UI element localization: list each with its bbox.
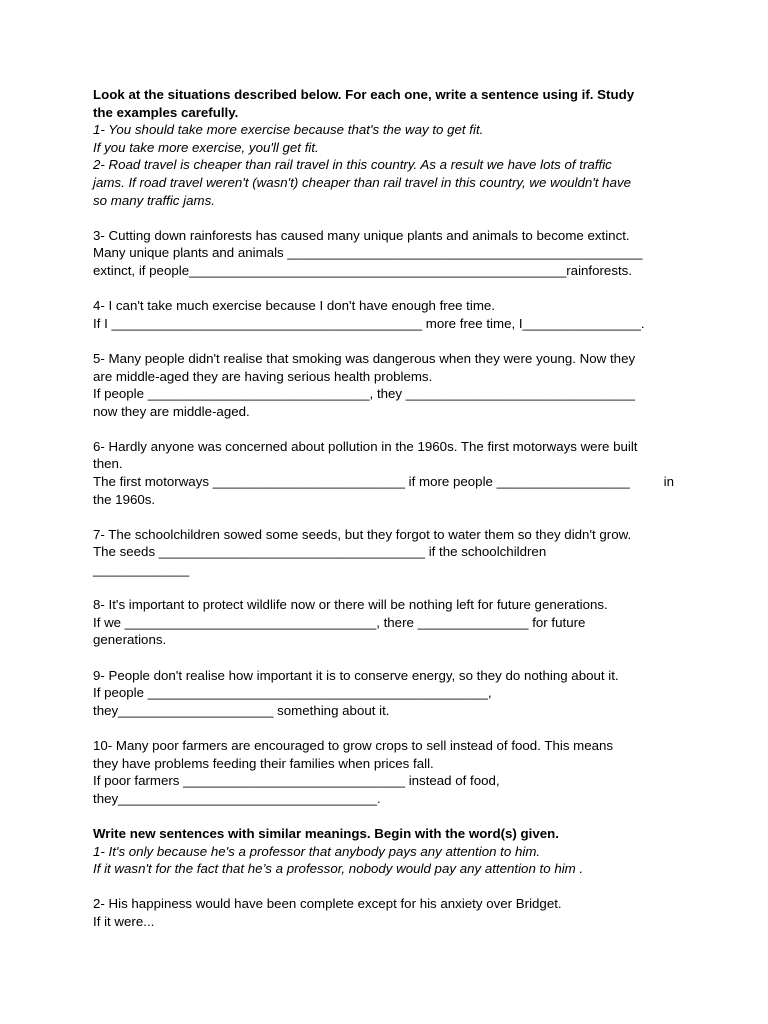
question-4 [93, 297, 693, 332]
example-1-line1: 1- You should take more exercise because that's the way to get fit. [93, 122, 484, 138]
question-5 [93, 350, 693, 420]
question-10-line2: they have problems feeding their families when prices fall. [93, 755, 434, 771]
example-2-line3: so many traffic jams. [93, 192, 215, 208]
question-9 [93, 667, 693, 720]
question-3-line1: 3- Cutting down rainforests has caused many unique plants and animals to become extinct. [93, 227, 630, 243]
question-10-line1: 10- Many poor farmers are encouraged to grow crops to sell instead of food. This means [93, 737, 614, 753]
question-7-line1: 7- The schoolchildren sowed some seeds, but they forgot to water them so they didn't grow. [93, 526, 632, 542]
question-10-line3: If poor farmers ______________________________ instead of food, [93, 773, 500, 789]
question-8-line2: If we __________________________________, there _______________ for future [93, 614, 586, 630]
example-2-line1: 2- Road travel is cheaper than rail travel in this country. As a result we have lots of traffic [93, 157, 612, 173]
question-10-line4: they___________________________________. [93, 790, 381, 806]
question-3-line3: extinct, if people___________________________________________________rainforests. [93, 262, 633, 278]
question-6-line3-end: in [663, 474, 674, 490]
question-9-line1: 9- People don't realise how important it is to conserve energy, so they do nothing about it. [93, 667, 619, 683]
question-5-line2: are middle-aged they are having serious health problems. [93, 368, 433, 384]
rewrite-question-2 [93, 895, 693, 930]
question-4-line1: 4- I can't take much exercise because I don't have enough free time. [93, 298, 495, 314]
question-8 [93, 596, 693, 649]
question-6-line3-main: The first motorways __________________________ if more people __________________ [93, 474, 630, 490]
instructions-section-1 [93, 86, 693, 209]
rewrite-question-2-line1: 2- His happiness would have been complete except for his anxiety over Bridget. [93, 896, 562, 912]
instructions-heading-line2: the examples carefully. [93, 104, 239, 120]
question-6-line4: the 1960s. [93, 491, 156, 507]
question-3 [93, 227, 693, 280]
question-7-line2: The seeds ____________________________________ if the schoolchildren [93, 544, 547, 560]
question-9-line3: they_____________________ something about it. [93, 702, 390, 718]
question-6-line1: 6- Hardly anyone was concerned about pollution in the 1960s. The first motorways were built [93, 438, 638, 454]
example-1-line2: If you take more exercise, you'll get fit. [93, 139, 319, 155]
rewrite-example-1-line1: 1- It's only because he's a professor that anybody pays any attention to him. [93, 843, 541, 859]
rewrite-question-2-line2: If it were... [93, 913, 155, 929]
question-7 [93, 526, 693, 579]
question-8-line3: generations. [93, 632, 167, 648]
question-6-line3 [93, 473, 674, 491]
rewrite-example-1-line2: If it wasn't for the fact that he’s a professor, nobody would pay any attention to him . [93, 861, 584, 877]
question-8-line1: 8- It's important to protect wildlife now or there will be nothing left for future generations. [93, 597, 608, 613]
question-7-line3: _____________ [93, 562, 190, 578]
worksheet-content [93, 86, 693, 931]
example-2-line2: jams. If road travel weren't (wasn't) cheaper than rail travel in this country, we wouldn't have [93, 174, 632, 190]
rewrite-heading: Write new sentences with similar meanings. Begin with the word(s) given. [93, 825, 559, 841]
question-5-line3: If people ______________________________, they _______________________________ [93, 386, 636, 402]
question-6 [93, 438, 693, 508]
question-5-line4: now they are middle-aged. [93, 403, 250, 419]
question-9-line2: If people ______________________________________________, [93, 685, 492, 701]
question-4-line2: If I __________________________________________ more free time, I________________. [93, 315, 645, 331]
question-10 [93, 737, 693, 807]
instructions-section-2 [93, 825, 693, 878]
question-3-line2: Many unique plants and animals ________________________________________________ [93, 245, 643, 261]
question-5-line1: 5- Many people didn't realise that smoking was dangerous when they were young. Now they [93, 350, 636, 366]
instructions-heading-line1: Look at the situations described below. For each one, write a sentence using if. Study [93, 87, 635, 102]
question-6-line2: then. [93, 456, 123, 472]
